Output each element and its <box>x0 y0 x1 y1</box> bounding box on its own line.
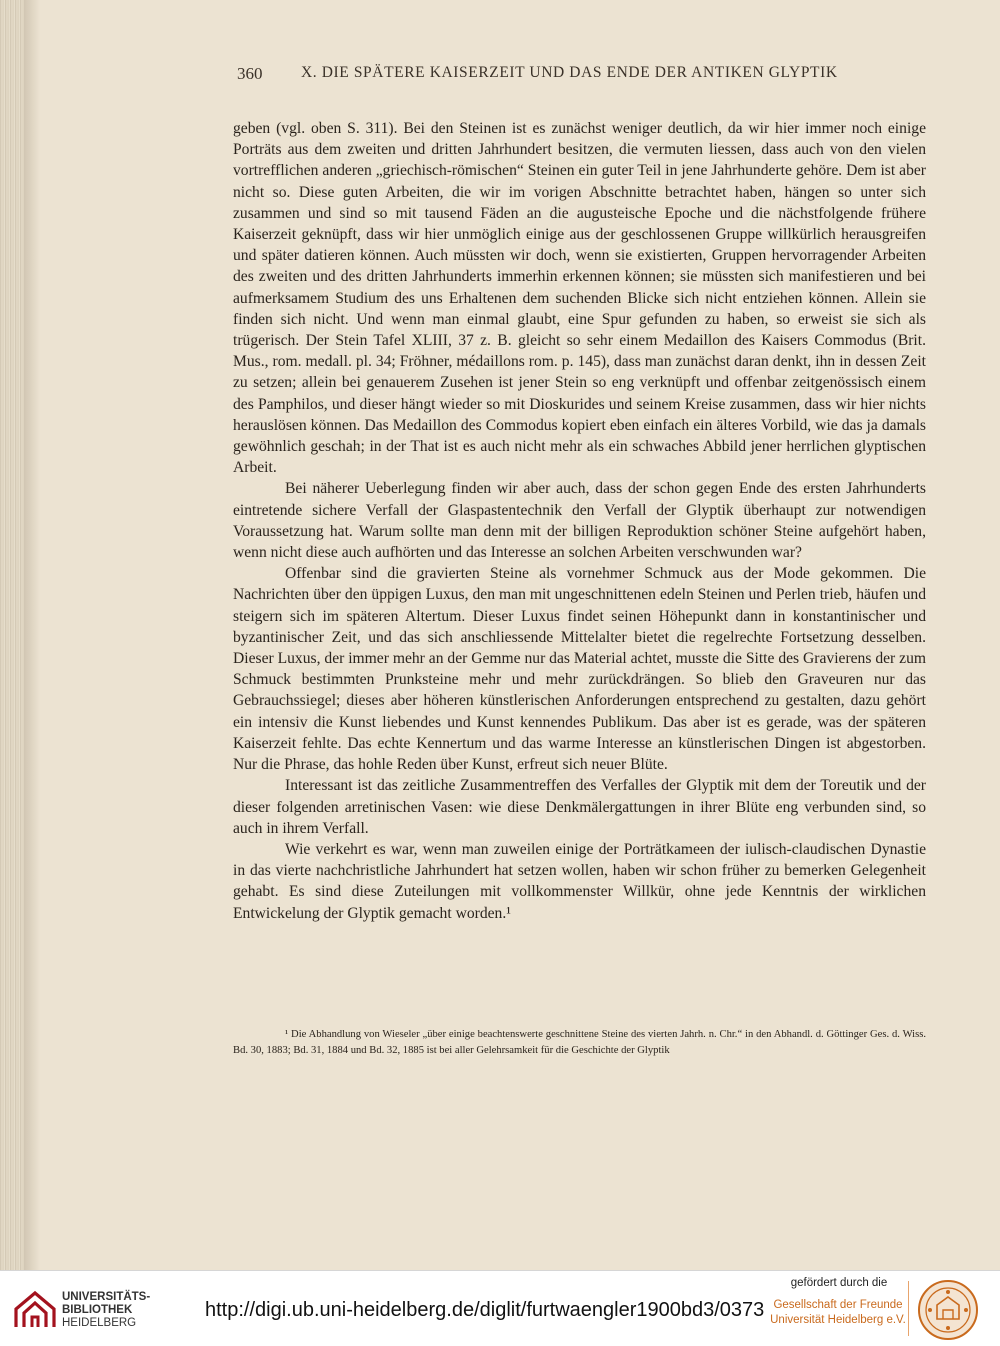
body-text <box>233 118 926 924</box>
gutter-shadow <box>24 0 40 1270</box>
sponsor-label: gefördert durch die <box>790 1277 888 1289</box>
sponsor-name-line: Gesellschaft der Freunde <box>773 1299 903 1311</box>
paragraph: geben (vgl. oben S. 311). Bei den Steinen ist es zunächst weniger deutlich, da wir hier immer noch einige Porträts aus dem zweiten und dritten Jahrhundert besitzen, die vermuten liessen, dass auch von den vielen vortrefflichen anderen „griechisch-römischen“ Steinen ein guter Teil in jene Jahrhunderte gehöre. Dem ist aber nicht so. Diese guten Arbeiten, die wir im vorigen Abschnitte betrachtet haben, hängen so unter sich zusammen und sind so mit tausend Fäden an die augusteische Epoche und die nächstfolgende frühere Kaiserzeit geknüpft, dass wir hier unmöglich einige aus der geschlossenen Gruppe willkürlich herausgreifen und später datieren können. Auch müssten wir doch, wenn sie existierten, Gruppen hervorragender Arbeiten des zweiten und des dritten Jahrhunderts immerhin erkennen können; sie müssten sich manifestieren und bei aufmerksamem Studium des uns Erhaltenen dem suchenden Blicke sich nicht entziehen können. Allein sie finden sich nicht. Und wenn man einmal glaubt, eine Spur gefunden zu haben, so erweist sie sich als trügerisch. Der Stein Tafel XLIII, 37 z. B. gleicht so sehr einem Medaillon des Kaisers Commodus (Brit. Mus., rom. medall. pl. 34; Fröhner, médaillons rom. p. 145), dass man zunächst daran denkt, ihn in dessen Zeit zu setzen; allein bei genauerem Zusehen ist jener Stein so eng verknüpft und offenbar zeitgenössisch einem des Pamphilos, und dieser hängt wieder so mit Dioskurides und seinem Kreise zusammen, dass wir hier nichts herauslösen können. Das Medaillon des Commodus kopiert eben einfach ein älteres Vorbild, wie das ja damals gewöhnlich geschah; in der That ist es auch nicht mehr als ein schwaches Abbild jener herrlichen glyptischen Arbeit. <box>233 120 926 477</box>
university-library-name[interactable] <box>62 1291 202 1330</box>
paragraph: Interessant ist das zeitliche Zusammentreffen des Verfalles der Glyptik mit dem der Toreutik und der dieser folgenden arretinischen Vasen: wie diese Denkmälergattungen in ihrer Blüte eng verbunden sind, so auch in ihrem Verfall. <box>233 777 926 837</box>
paragraph: Bei näherer Ueberlegung finden wir aber auch, dass der schon gegen Ende des ersten Jahrhunderts eintretende sichere Verfall der Glaspastentechnik den Verfall der Glyptik überhaupt zur notwendigen Voraussetzung hat. Warum sollte man denn mit der billigen Reproduktion schöner Steine aufgehört haben, wenn nicht diese auch aufhörten und das Interesse an solchen Arbeiten verschwunden war? <box>233 480 926 562</box>
footer-bar <box>0 1270 1000 1346</box>
library-name-line: HEIDELBERG <box>62 1317 137 1329</box>
chapter-title: X. DIE SPÄTERE KAISERZEIT UND DAS ENDE DER ANTIKEN GLYPTIK <box>301 64 838 81</box>
university-seal-icon[interactable] <box>917 1279 979 1341</box>
paragraph: Wie verkehrt es war, wenn man zuweilen einige der Porträtkameen der iulisch-claudischen Dynastie in das vierte nachchristliche Jahrhundert hat setzen wollen, haben wir schon früher zu bemerken Gelegenheit gehabt. Es sind diese Zuteilungen mit vollkommenster Willkür, ohne jede Kenntnis der wirklichen Entwickelung der Glyptik gemacht worden.¹ <box>233 840 926 922</box>
page-edge-stack <box>0 0 24 1270</box>
footnote: ¹ Die Abhandlung von Wieseler „über einige beachtenswerte geschnittene Steine des vierten Jahrh. n. Chr.“ in den Abhandl. d. Göttinger Ges. d. Wiss. Bd. 30, 1883; Bd. 31, 1884 und Bd. 32, 1885 ist bei aller Gelehrsamkeit für die Geschichte der Glyptik <box>233 1029 926 1056</box>
paragraph: Offenbar sind die gravierten Steine als vornehmer Schmuck aus der Mode gekommen. Die Nachrichten über den üppigen Luxus, den man mit ungeschnittenen edeln Steinen und Perlen trieb, häufen und steigern sich im späteren Altertum. Dieser Luxus findet seinen Höhepunkt dann in konstantinischer und byzantinischer Zeit, und das sich anschliessende Mittelalter bietet die regelrechte Fortsetzung desselben. Dieser Luxus, der immer mehr an der Gemme nur das Material achtet, musste die Sitte des Gravierens der zum Schmuck bestimmten Prunksteine mehr und mehr zurückdrängen. So blieb den Graveuren nur das Gebrauchssiegel; dieses aber höheren künstlerischen Anforderungen entsprechend zu gestalten, dazu gehört ein intensiv die Kunst liebendes und Kunst kennendes Publikum. Das aber ist es gerade, was der späteren Kaiserzeit fehlte. Das echte Kennertum und das warme Interesse an künstlerischen Dingen ist abgestorben. Nur die Phrase, das hohle Reden über Kunst, erfreut sich neuer Blüte. <box>233 565 926 774</box>
library-name-line: BIBLIOTHEK <box>62 1304 133 1316</box>
university-library-logo-icon[interactable] <box>12 1287 58 1333</box>
footer-divider <box>908 1281 909 1336</box>
sponsor-name[interactable] <box>770 1298 906 1328</box>
library-name-line: UNIVERSITÄTS- <box>62 1291 151 1303</box>
permalink-url[interactable]: http://digi.ub.uni-heidelberg.de/diglit/furtwaengler1900bd3/0373 <box>205 1299 765 1321</box>
sponsor-name-line: Universität Heidelberg e.V. <box>770 1314 906 1326</box>
running-head <box>237 64 927 88</box>
page-number: 360 <box>237 64 263 83</box>
